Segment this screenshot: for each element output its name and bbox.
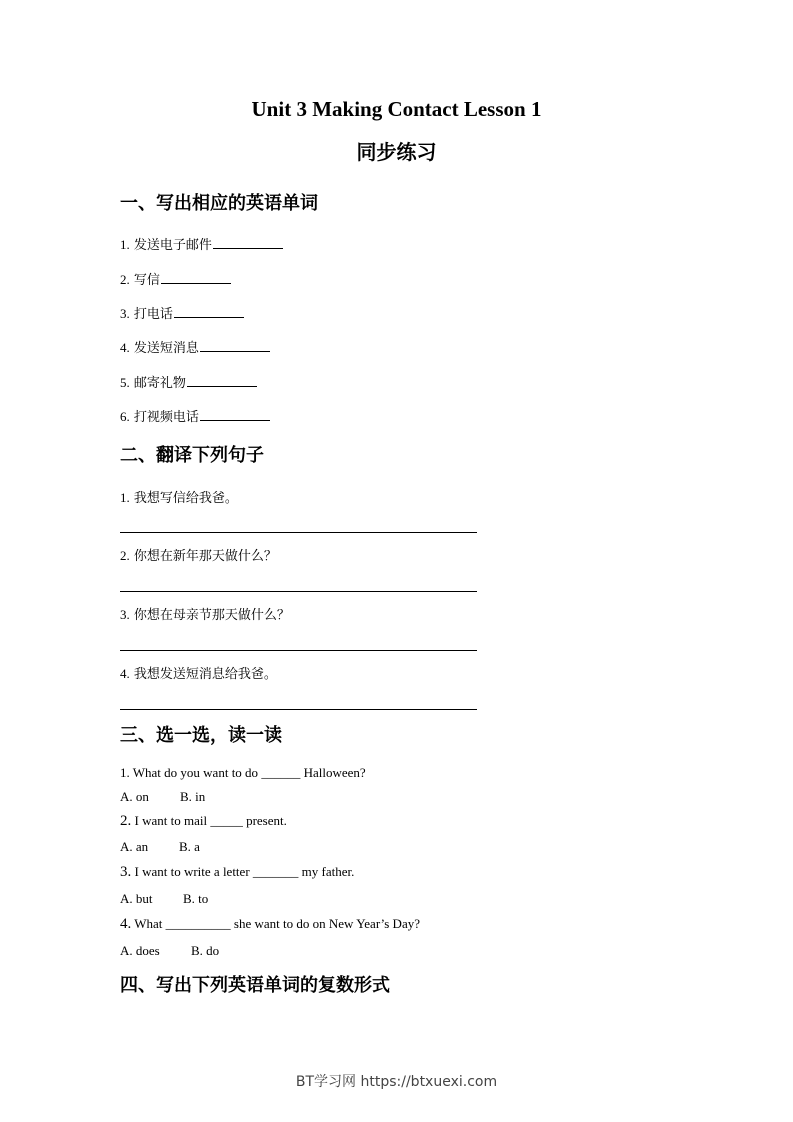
option-a[interactable]: A. on xyxy=(120,789,149,804)
question xyxy=(120,864,354,881)
item-number: 3. xyxy=(120,306,130,321)
question-number: 4. xyxy=(120,916,132,932)
question-number: 2. xyxy=(120,813,132,829)
fill-blank[interactable] xyxy=(200,408,270,421)
item-text: 你想在母亲节那天做什么？ xyxy=(133,608,290,623)
list-item xyxy=(120,337,270,356)
item-number: 1. xyxy=(120,237,130,252)
list-item xyxy=(120,545,277,564)
question-text-before: What do you want to do xyxy=(132,765,259,780)
option-b[interactable]: B. a xyxy=(179,839,200,854)
options-row xyxy=(120,891,208,907)
item-number: 2. xyxy=(120,272,130,287)
question-blank[interactable]: _______ xyxy=(252,864,299,879)
fill-blank[interactable] xyxy=(187,374,257,387)
question-blank[interactable]: __________ xyxy=(165,916,231,931)
item-number: 1. xyxy=(120,490,130,505)
item-text: 发送短消息 xyxy=(133,341,199,356)
fill-blank[interactable] xyxy=(161,271,231,284)
section-heading-1: 一、写出相应的英语单词 xyxy=(120,193,318,214)
item-text: 打电话 xyxy=(133,307,173,322)
item-text: 发送电子邮件 xyxy=(133,238,212,253)
option-b[interactable]: B. in xyxy=(180,789,206,804)
question-blank[interactable]: ______ xyxy=(261,765,301,780)
option-a[interactable]: A. but xyxy=(120,891,153,906)
section-heading-3: 三、选一选，读一读 xyxy=(120,725,282,746)
page-subtitle: 同步练习 xyxy=(356,140,437,164)
fill-blank[interactable] xyxy=(174,305,244,318)
question-text-after: my father. xyxy=(301,864,355,879)
options-row xyxy=(120,839,200,855)
item-text: 写信 xyxy=(133,273,160,288)
option-b[interactable]: B. to xyxy=(183,891,209,906)
question xyxy=(120,916,420,933)
answer-line[interactable] xyxy=(120,532,477,533)
answer-line[interactable] xyxy=(120,591,477,592)
footer-watermark: BT学习网 https://btxuexi.com xyxy=(295,1074,498,1090)
item-number: 2. xyxy=(120,548,130,563)
question-text-after: she want to do on New Year’s Day? xyxy=(233,916,420,931)
option-a[interactable]: A. an xyxy=(120,839,149,854)
list-item xyxy=(120,663,277,682)
question-text-before: I want to mail xyxy=(134,813,208,828)
question-text-before: What xyxy=(134,916,163,931)
answer-line[interactable] xyxy=(120,650,477,651)
option-b[interactable]: B. do xyxy=(191,943,220,958)
item-number: 4. xyxy=(120,340,130,355)
item-text: 你想在新年那天做什么？ xyxy=(133,549,277,564)
question-text-before: I want to write a letter xyxy=(134,864,250,879)
list-item xyxy=(120,487,238,506)
question-text-after: Halloween? xyxy=(303,765,366,780)
question-blank[interactable]: _____ xyxy=(210,813,243,828)
item-text: 我想发送短消息给我爸。 xyxy=(133,667,277,682)
item-text: 打视频电话 xyxy=(133,410,199,425)
page-title: Unit 3 Making Contact Lesson 1 xyxy=(251,97,542,121)
item-number: 5. xyxy=(120,375,130,390)
option-a[interactable]: A. does xyxy=(120,943,160,958)
fill-blank[interactable] xyxy=(213,236,283,249)
question-number: 3. xyxy=(120,864,132,880)
options-row xyxy=(120,943,219,959)
list-item xyxy=(120,234,283,253)
list-item xyxy=(120,269,231,288)
list-item xyxy=(120,303,244,322)
answer-line[interactable] xyxy=(120,709,477,710)
question-text-after: present. xyxy=(246,813,287,828)
section-heading-2: 二、翻译下列句子 xyxy=(120,445,264,466)
list-item xyxy=(120,406,270,425)
item-number: 4. xyxy=(120,666,130,681)
item-number: 3. xyxy=(120,607,130,622)
question-number: 1. xyxy=(120,765,130,780)
item-text: 我想写信给我爸。 xyxy=(133,491,238,506)
section-heading-4: 四、写出下列英语单词的复数形式 xyxy=(120,975,390,996)
question xyxy=(120,765,366,781)
list-item xyxy=(120,372,257,391)
question xyxy=(120,813,287,830)
list-item xyxy=(120,604,290,623)
fill-blank[interactable] xyxy=(200,339,270,352)
item-number: 6. xyxy=(120,409,130,424)
item-text: 邮寄礼物 xyxy=(133,376,186,391)
options-row xyxy=(120,789,205,805)
